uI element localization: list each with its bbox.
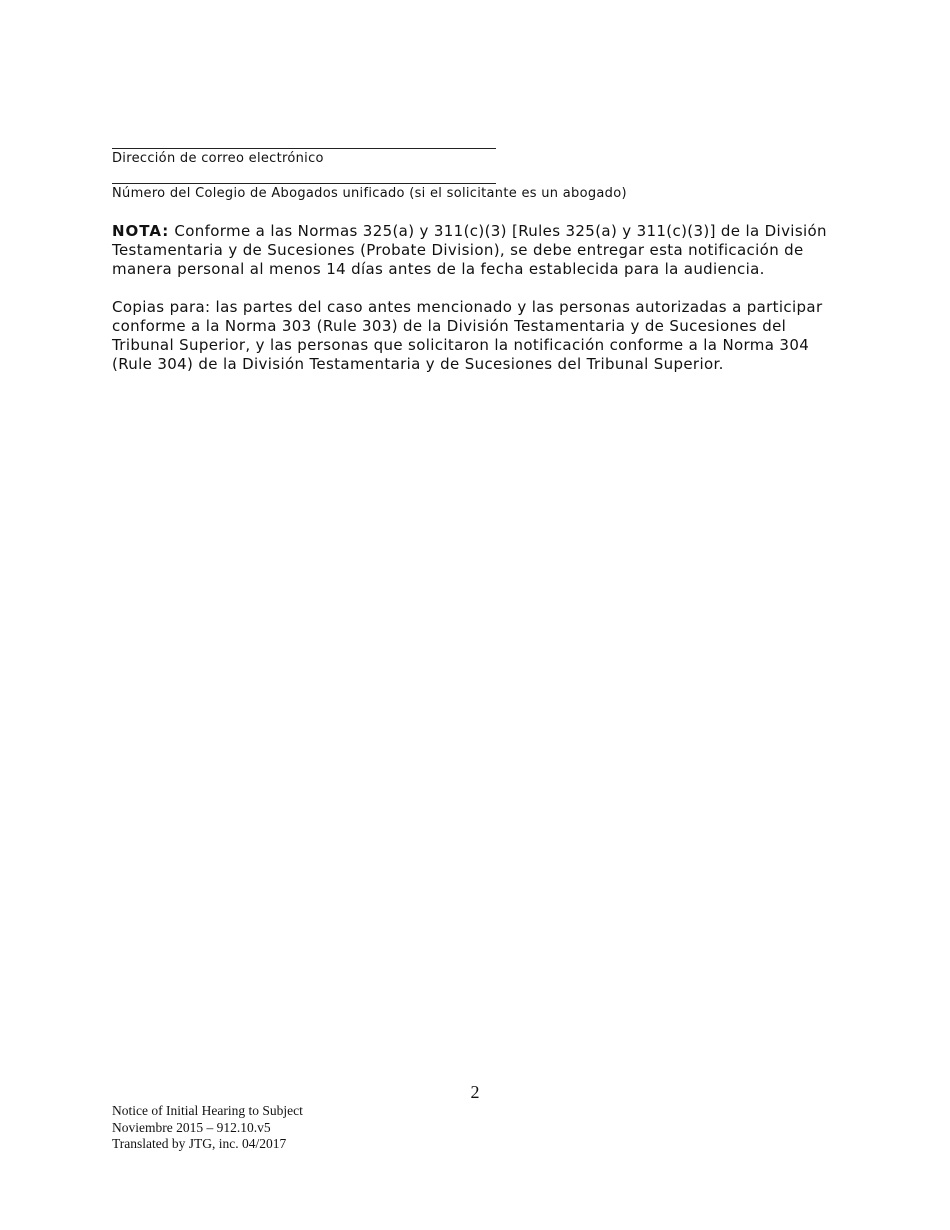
email-signature-field bbox=[112, 148, 496, 167]
footer-form-title: Notice of Initial Hearing to Subject bbox=[112, 1103, 303, 1118]
document-footer bbox=[112, 1103, 303, 1153]
note-label: NOTA: bbox=[112, 222, 170, 240]
bar-number-signature-field bbox=[112, 183, 627, 202]
footer-translation-credit: Translated by JTG, inc. 04/2017 bbox=[112, 1136, 287, 1151]
note-text: Conforme a las Normas 325(a) y 311(c)(3) [Rules 325(a) y 311(c)(3)] de la División Testamentaria y de Sucesiones (Probate Division), se debe entregar esta notificación de manera personal al menos 14 días antes de la fecha establecida para la audiencia. bbox=[112, 222, 827, 278]
email-blank-line bbox=[112, 148, 496, 149]
footer-form-version: Noviembre 2015 – 912.10.v5 bbox=[112, 1119, 271, 1135]
bar-number-label: Número del Colegio de Abogados unificado (si el solicitante es un abogado) bbox=[112, 186, 627, 201]
email-label: Dirección de correo electrónico bbox=[112, 151, 324, 166]
copies-paragraph: Copias para: las partes del caso antes mencionado y las personas autorizadas a participar conforme a la Norma 303 (Rule 303) de la División Testamentaria y de Sucesiones del Tribunal Superior, y las personas que solicitaron la notificación conforme a la Norma 304 (Rule 304) de la División Testamentaria y de Sucesiones del Tribunal Superior. bbox=[112, 298, 823, 373]
bar-number-blank-line bbox=[112, 183, 496, 184]
page-number: 2 bbox=[470, 1082, 480, 1102]
note-paragraph bbox=[112, 222, 842, 279]
